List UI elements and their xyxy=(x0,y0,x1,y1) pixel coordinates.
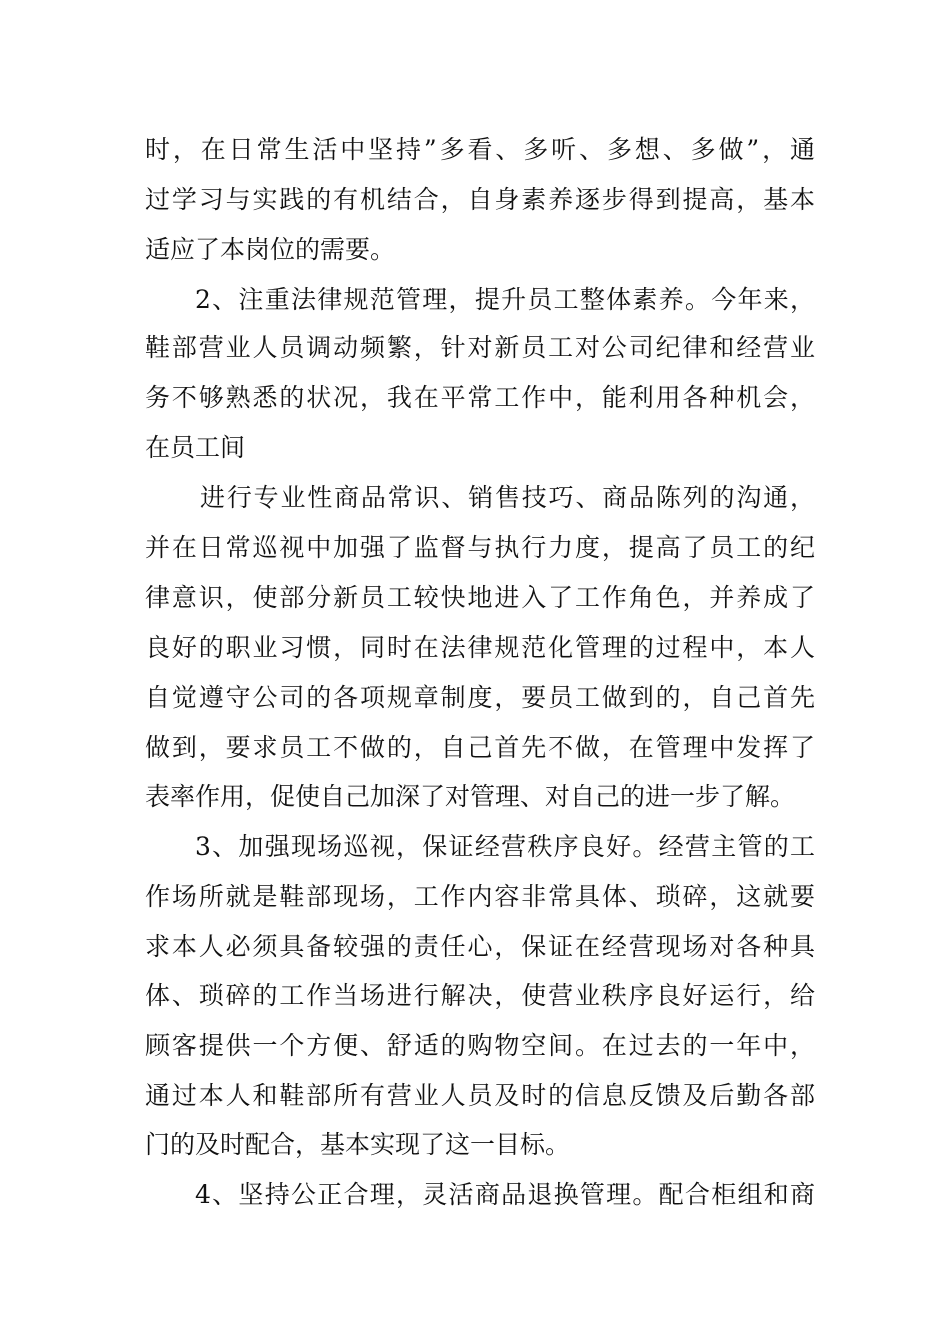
text-line: 自觉遵守公司的各项规章制度，要员工做到的，自己首先 xyxy=(145,683,815,712)
text-line: 时，在日常生活中坚持”多看、多听、多想、多做”，通 xyxy=(145,135,815,164)
text-line: 通过本人和鞋部所有营业人员及时的信息反馈及后勤各部 xyxy=(145,1081,815,1110)
text-line: 门的及时配合，基本实现了这一目标。 xyxy=(145,1130,571,1159)
text-line: 顾客提供一个方便、舒适的购物空间。在过去的一年中， xyxy=(145,1031,815,1060)
text-line: 表率作用，促使自己加深了对管理、对自己的进一步了解。 xyxy=(145,782,796,811)
text-line: 作场所就是鞋部现场，工作内容非常具体、琐碎，这就要 xyxy=(145,882,815,911)
text-line: 在员工间 xyxy=(145,433,246,462)
text-line: 务不够熟悉的状况，我在平常工作中，能利用各种机会， xyxy=(145,383,815,412)
text-line: 适应了本岗位的需要。 xyxy=(145,235,396,264)
paragraph-start-line: 进行专业性商品常识、销售技巧、商品陈列的沟通， xyxy=(200,483,815,512)
text-line: 求本人必须具备较强的责任心，保证在经营现场对各种具 xyxy=(145,932,815,961)
text-line: 鞋部营业人员调动频繁，针对新员工对公司纪律和经营业 xyxy=(145,333,815,362)
text-line: 并在日常巡视中加强了监督与执行力度，提高了员工的纪 xyxy=(145,533,815,562)
text-line: 律意识，使部分新员工较快地进入了工作角色，并养成了 xyxy=(145,583,815,612)
text-line: 过学习与实践的有机结合，自身素养逐步得到提高，基本 xyxy=(145,185,815,214)
text-line: 做到，要求员工不做的，自己首先不做，在管理中发挥了 xyxy=(145,733,815,762)
paragraph-start-line: 4、坚持公正合理，灵活商品退换管理。配合柜组和商 xyxy=(195,1180,815,1209)
text-line: 体、琐碎的工作当场进行解决，使营业秩序良好运行，给 xyxy=(145,981,815,1010)
paragraph-start-line: 2、注重法律规范管理，提升员工整体素养。今年来， xyxy=(195,285,815,314)
text-line: 良好的职业习惯，同时在法律规范化管理的过程中，本人 xyxy=(145,633,815,662)
paragraph-start-line: 3、加强现场巡视，保证经营秩序良好。经营主管的工 xyxy=(195,832,815,861)
